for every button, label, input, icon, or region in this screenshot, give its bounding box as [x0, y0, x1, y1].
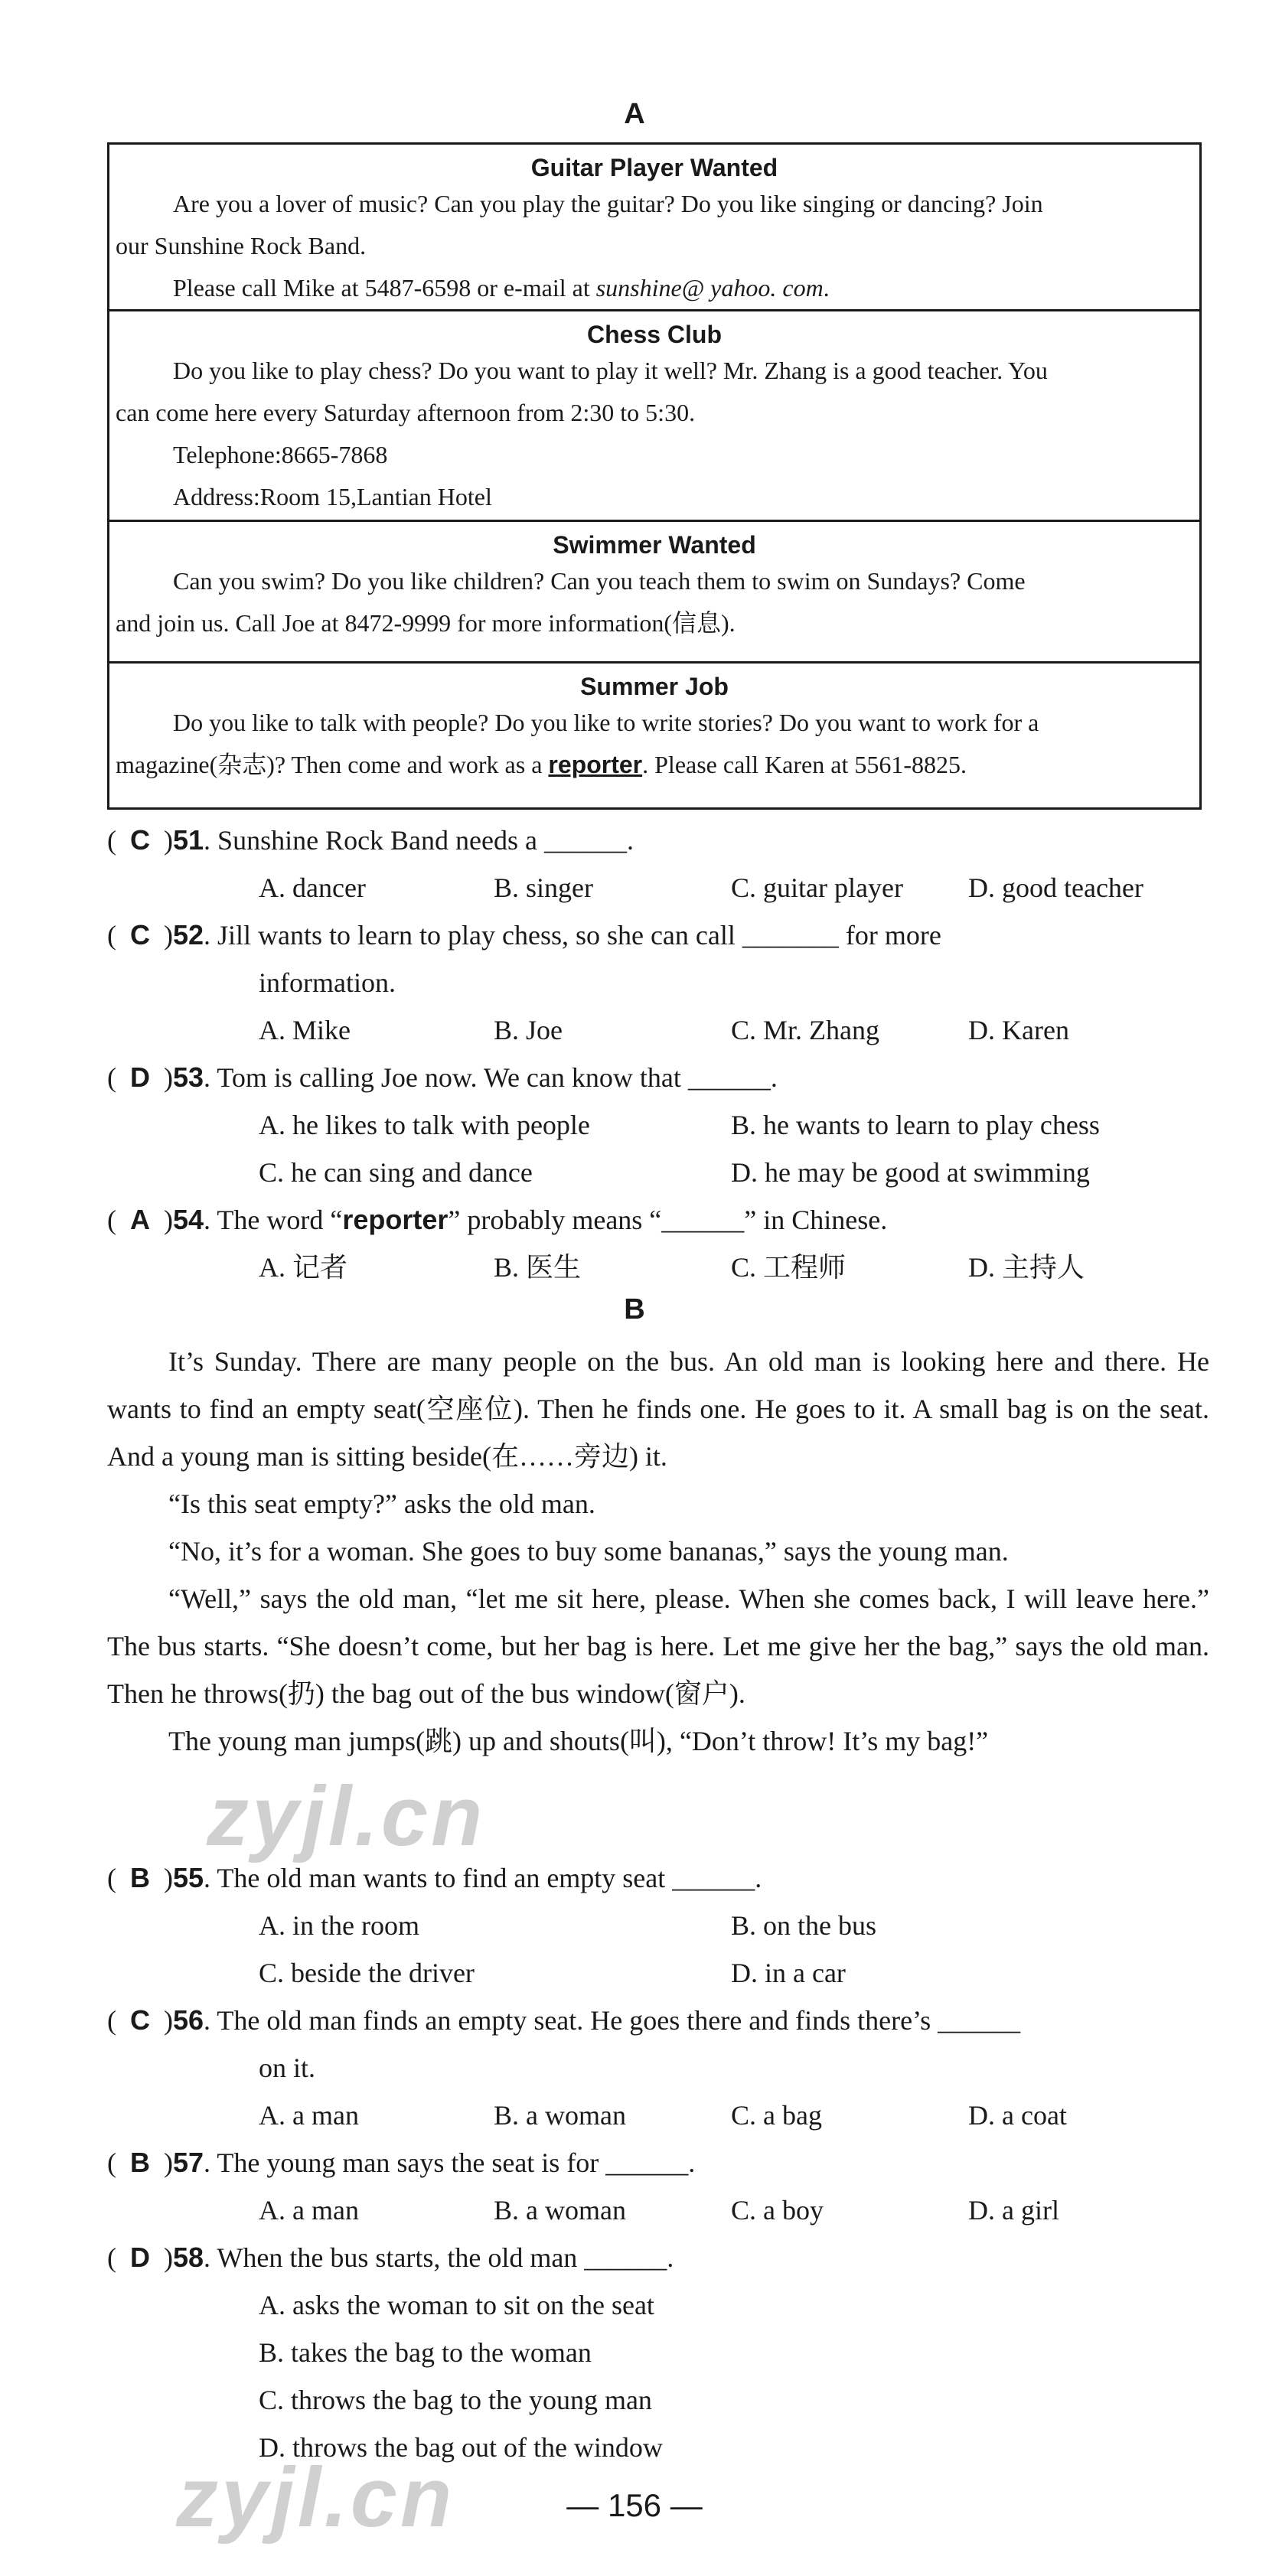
option-a: A. a man	[259, 2100, 359, 2131]
answer-paren: ( B )55. The old man wants to find an empty seat ______.	[107, 1862, 762, 1893]
question-number: 52	[173, 919, 204, 951]
answer-letter: A	[130, 1204, 150, 1235]
question-number: 58	[173, 2242, 204, 2273]
option-b: B. Joe	[494, 1015, 563, 1045]
question-stem: The old man finds an empty seat. He goes there and finds there’s ______	[217, 2005, 1021, 2036]
answer-letter: C	[130, 824, 150, 856]
ad-title: Chess Club	[586, 321, 723, 348]
option-b: B. singer	[494, 872, 593, 903]
question-stem: The young man says the seat is for ______.	[217, 2147, 696, 2178]
option-a: A. Mike	[259, 1015, 351, 1045]
option-d: D. a coat	[968, 2100, 1067, 2131]
answer-letter: D	[130, 1061, 150, 1093]
ad-line: and join us. Call Joe at 8472-9999 for more information(信息).	[116, 609, 736, 637]
ad-swimmer-wanted	[109, 520, 1199, 661]
question-stem-continued: on it.	[259, 2053, 316, 2083]
passage-b	[107, 1338, 1209, 1765]
paragraph: “No, it’s for a woman. She goes to buy some bananas,” says the young man.	[168, 1536, 1009, 1567]
option-b: B. a woman	[494, 2195, 626, 2225]
paragraph: The young man jumps(跳) up and shouts(叫), “Don’t throw! It’s my bag!”	[168, 1726, 989, 1756]
option-b: B. a woman	[494, 2100, 626, 2131]
ads-table	[107, 142, 1202, 810]
ad-line	[116, 744, 1193, 786]
ad-line: our Sunshine Rock Band.	[116, 232, 367, 259]
reporter-word: reporter	[548, 751, 643, 778]
ad-address: Address:Room 15,Lantian Hotel	[173, 483, 492, 510]
option-b: B. he wants to learn to play chess	[731, 1110, 1100, 1140]
section-b-heading: B	[624, 1293, 645, 1325]
question-stem: Tom is calling Joe now. We can know that ______.	[217, 1062, 778, 1093]
question-stem: ” probably means “______” in Chinese.	[448, 1205, 888, 1235]
answer-letter: C	[130, 919, 150, 951]
question-number: 56	[173, 2004, 204, 2036]
answer-paren: ( C )52. Jill wants to learn to play chess, so she can call _______ for more	[107, 919, 941, 951]
answer-paren: ( D )58. When the bus starts, the old man ______.	[107, 2242, 674, 2273]
email-address: sunshine@ yahoo. com	[595, 274, 824, 302]
paragraph: “Is this seat empty?” asks the old man.	[168, 1489, 595, 1519]
option-b: B. 医生	[494, 1252, 582, 1283]
watermark: zyjl.cn	[207, 1769, 486, 1864]
option-d: D. Karen	[968, 1015, 1069, 1045]
question-stem-continued: information.	[259, 967, 396, 998]
ad-text: magazine(杂志)? Then come and work as a	[116, 751, 549, 778]
question-stem: Sunshine Rock Band needs a ______.	[217, 825, 634, 856]
ad-line: Are you a lover of music? Can you play the guitar? Do you like singing or dancing? Join	[173, 190, 1043, 217]
question-number: 51	[173, 824, 204, 856]
reporter-word: reporter	[342, 1204, 449, 1235]
watermark: zyjl.cn	[176, 2450, 455, 2545]
option-b: B. takes the bag to the woman	[259, 2337, 592, 2368]
page-number: — 156 —	[566, 2487, 703, 2523]
question-stem: The word “	[217, 1205, 343, 1235]
question-stem: When the bus starts, the old man ______.	[217, 2242, 674, 2273]
question-number: 53	[173, 1061, 204, 1093]
option-a: A. a man	[259, 2195, 359, 2225]
answer-letter: D	[130, 2242, 150, 2273]
question-stem: Jill wants to learn to play chess, so she can call _______ for more	[217, 920, 941, 951]
option-a: A. in the room	[259, 1910, 419, 1941]
option-a: A. asks the woman to sit on the seat	[259, 2290, 654, 2320]
ad-title: Summer Job	[580, 673, 729, 700]
ad-line: Can you swim? Do you like children? Can you teach them to swim on Sundays? Come	[173, 567, 1026, 595]
question-number: 54	[173, 1204, 204, 1235]
answer-paren: ( D )53. Tom is calling Joe now. We can know that ______.	[107, 1061, 778, 1093]
option-d: D. good teacher	[968, 872, 1143, 903]
question-number: 55	[173, 1862, 204, 1893]
option-c: C. a boy	[731, 2195, 824, 2225]
ad-line: Do you like to talk with people? Do you like to write stories? Do you want to work for a	[173, 709, 1039, 736]
ad-title: Swimmer Wanted	[553, 531, 756, 559]
ad-chess-club	[109, 309, 1199, 520]
option-d: D. in a car	[731, 1958, 846, 1988]
option-d: D. 主持人	[968, 1252, 1085, 1283]
answer-letter: B	[130, 1862, 150, 1893]
option-c: C. beside the driver	[259, 1958, 475, 1988]
answer-paren: ( C )56. The old man finds an empty seat. He goes there and finds there’s ______	[107, 2004, 1021, 2036]
option-c: C. 工程师	[731, 1252, 847, 1283]
answer-letter: C	[130, 2004, 150, 2036]
ad-text: . Please call Karen at 5561-8825.	[642, 751, 967, 778]
ad-line: can come here every Saturday afternoon from 2:30 to 5:30.	[116, 399, 696, 426]
option-a: A. dancer	[259, 872, 366, 903]
answer-paren: ( C )51. Sunshine Rock Band needs a ______.	[107, 824, 634, 856]
option-c: C. guitar player	[731, 872, 903, 903]
option-c: C. throws the bag to the young man	[259, 2385, 652, 2415]
question-stem: The old man wants to find an empty seat ______.	[217, 1863, 762, 1893]
option-d: D. throws the bag out of the window	[259, 2432, 663, 2463]
ad-line: Do you like to play chess? Do you want to play it well? Mr. Zhang is a good teacher. You	[173, 357, 1048, 384]
ad-guitar-player	[109, 145, 1199, 309]
paragraph: It’s Sunday. There are many people on the bus. An old man is looking here and there. He wants to find an empty seat(空座位). Then he finds one. He goes to it. A small bag is on the seat. And a young man is sitting beside(在……旁边) it.	[107, 1346, 1209, 1472]
option-a: A. he likes to talk with people	[259, 1110, 590, 1140]
ad-summer-job	[109, 661, 1199, 807]
contact-prefix: Please call Mike at 5487-6598 or e-mail at	[173, 274, 596, 302]
ad-telephone: Telephone:8665-7868	[173, 441, 388, 468]
contact-suffix: .	[823, 274, 830, 302]
option-c: C. he can sing and dance	[259, 1157, 533, 1188]
answer-paren: ( A )54. The word “reporter” probably means “______” in Chinese.	[107, 1204, 888, 1235]
option-d: D. he may be good at swimming	[731, 1157, 1090, 1188]
option-c: C. Mr. Zhang	[731, 1015, 879, 1045]
option-b: B. on the bus	[731, 1910, 877, 1941]
paragraph: “Well,” says the old man, “let me sit here, please. When she comes back, I will leave here.” The bus starts. “She doesn’t come, but her bag is here. Let me give her the bag,” says the old man. Then he throws(扔) the bag out of the bus window(窗户).	[107, 1583, 1209, 1709]
option-c: C. a bag	[731, 2100, 822, 2131]
option-a: A. 记者	[259, 1252, 347, 1283]
option-d: D. a girl	[968, 2195, 1059, 2225]
ad-title: Guitar Player Wanted	[530, 154, 778, 181]
question-number: 57	[173, 2147, 204, 2178]
answer-letter: B	[130, 2147, 150, 2178]
section-a-heading: A	[624, 98, 645, 130]
answer-paren: ( B )57. The young man says the seat is for ______.	[107, 2147, 696, 2178]
ad-contact-line	[116, 267, 1193, 309]
